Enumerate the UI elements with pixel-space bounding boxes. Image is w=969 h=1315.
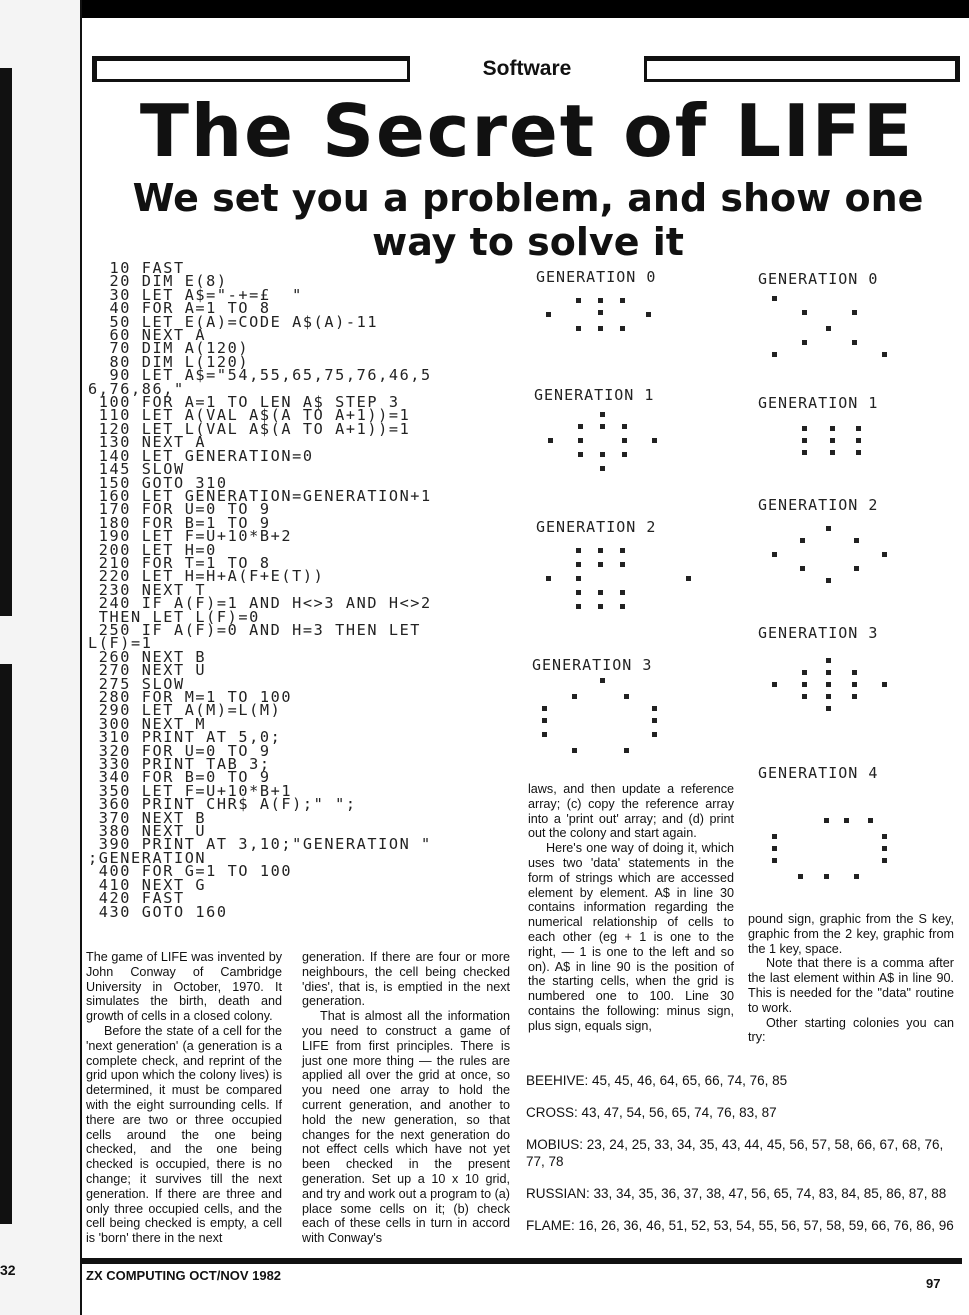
- live-cell: [598, 562, 603, 567]
- listing-line: 6,76,86,": [88, 379, 185, 398]
- live-cell: [576, 562, 581, 567]
- section-rule-right-inner: [646, 60, 956, 80]
- live-cell: [868, 818, 873, 823]
- listing-line: 370 NEXT B: [88, 808, 207, 827]
- live-cell: [598, 604, 603, 609]
- listing-line: 330 PRINT TAB 3;: [88, 755, 271, 774]
- live-cell: [600, 412, 605, 417]
- listing-line: 30 LET A$="-+=£ ": [88, 285, 303, 304]
- section-label: Software: [482, 57, 572, 80]
- listing-line: 60 NEXT A: [88, 326, 207, 345]
- live-cell: [542, 732, 547, 737]
- listing-line: 70 DIM A(120): [88, 339, 250, 358]
- live-cell: [852, 682, 857, 687]
- footer-magazine: ZX COMPUTING OCT/NOV 1982: [86, 1268, 282, 1283]
- live-cell: [826, 706, 831, 711]
- live-cell: [800, 538, 805, 543]
- generation-label-a-2: GENERATION 2: [536, 518, 657, 536]
- live-cell: [854, 538, 859, 543]
- program-listing: [88, 259, 520, 921]
- listing-line: 140 LET GENERATION=0: [88, 446, 314, 465]
- live-cell: [576, 590, 581, 595]
- article-subtitle: We set you a problem, and show one way to solve it: [132, 176, 924, 264]
- live-cell: [652, 732, 657, 737]
- live-cell: [572, 694, 577, 699]
- paragraph: laws, and then update a reference array; (c) copy the reference array into a 'print out' array; and (d) print out the colony and start again.: [528, 782, 734, 841]
- listing-line: 200 LET H=0: [88, 540, 217, 559]
- listing-line: 170 FOR U=0 TO 9: [88, 500, 271, 519]
- listing-line: 260 NEXT B: [88, 647, 207, 666]
- live-cell: [624, 694, 629, 699]
- page-top-edge: [0, 0, 969, 18]
- live-cell: [826, 578, 831, 583]
- live-cell: [548, 438, 553, 443]
- listing-line: 280 FOR M=1 TO 100: [88, 688, 293, 706]
- live-cell: [578, 452, 583, 457]
- listing-line: 250 IF A(F)=0 AND H=3 THEN LET: [88, 620, 422, 639]
- live-cell: [572, 748, 577, 753]
- live-cell: [578, 438, 583, 443]
- live-cell: [882, 834, 887, 839]
- listing-line: 145 SLOW: [88, 460, 185, 479]
- live-cell: [882, 552, 887, 557]
- paragraph: pound sign, graphic from the S key, graphic from the 2 key, graphic from the 1 key, space.: [748, 912, 954, 956]
- paragraph: Other starting colonies you can try:: [748, 1015, 954, 1045]
- live-cell: [578, 424, 583, 429]
- generation-label-b-1: GENERATION 1: [758, 394, 879, 412]
- live-cell: [826, 694, 831, 699]
- generation-label-b-2: GENERATION 2: [758, 496, 879, 514]
- live-cell: [852, 670, 857, 675]
- listing-line: 360 PRINT CHR$ A(F);" ";: [88, 795, 357, 814]
- live-cell: [646, 312, 651, 317]
- section-rule-left-inner: [96, 60, 408, 80]
- listing-line: 110 LET A(VAL A$(A TO A+1))=1: [88, 406, 411, 425]
- live-cell: [772, 682, 777, 687]
- live-cell: [826, 658, 831, 663]
- live-cell: [600, 452, 605, 457]
- colony-entry: CROSS: 43, 47, 54, 56, 65, 74, 76, 83, 87: [526, 1105, 777, 1120]
- listing-line: 400 FOR G=1 TO 100: [88, 862, 293, 881]
- listing-line: 420 FAST: [88, 889, 185, 908]
- live-cell: [598, 310, 603, 315]
- live-cell: [882, 682, 887, 687]
- paragraph: generation. If there are four or more neighbours, the cell being checked 'dies', that is, is emptied in the next generation.: [302, 950, 510, 1009]
- colony-entry: BEEHIVE: 45, 45, 46, 64, 65, 66, 74, 76, 85: [526, 1073, 788, 1088]
- live-cell: [854, 874, 859, 879]
- live-cell: [826, 326, 831, 331]
- live-cell: [824, 818, 829, 823]
- listing-line: 190 LET F=U+10*B+2: [88, 527, 293, 546]
- live-cell: [598, 548, 603, 553]
- live-cell: [882, 858, 887, 863]
- listing-line: 10 FAST: [88, 259, 185, 277]
- listing-line: 410 NEXT G: [88, 875, 207, 894]
- live-cell: [576, 298, 581, 303]
- margin-bar-upper: [0, 68, 12, 616]
- live-cell: [826, 526, 831, 531]
- listing-line: 100 FOR A=1 TO LEN A$ STEP 3: [88, 393, 400, 412]
- live-cell: [882, 846, 887, 851]
- footer-page-number: 97: [926, 1276, 941, 1291]
- live-cell: [802, 426, 807, 431]
- live-cell: [826, 682, 831, 687]
- live-cell: [600, 424, 605, 429]
- listing-line: ;GENERATION: [88, 848, 207, 867]
- listing-line: THEN LET L(F)=0: [88, 607, 260, 626]
- generation-label-a-1: GENERATION 1: [534, 386, 655, 404]
- body-column-1: [86, 950, 282, 1246]
- live-cell: [802, 340, 807, 345]
- live-cell: [652, 706, 657, 711]
- live-cell: [546, 576, 551, 581]
- live-cell: [802, 682, 807, 687]
- generation-label-a-0: GENERATION 0: [536, 268, 657, 286]
- paragraph: Here's one way of doing it, which uses two 'data' statements in the form of strings which are accessed element by element. A$ in line 30 contains information regarding the numerical relationship of cells to each other (eg + 1 is one to the right, — 1 is one to the left and so on). A$ in line 90 is the position of the starting cells, when the grid is numbered one to 100. Line 30 contains the following: minus sign, plus sign, equals sign,: [528, 841, 734, 1033]
- live-cell: [772, 352, 777, 357]
- live-cell: [620, 562, 625, 567]
- live-cell: [620, 326, 625, 331]
- listing-line: 310 PRINT AT 5,0;: [88, 728, 282, 747]
- live-cell: [802, 438, 807, 443]
- listing-line: 150 GOTO 310: [88, 473, 228, 492]
- generation-label-b-3: GENERATION 3: [758, 624, 879, 642]
- live-cell: [576, 576, 581, 581]
- margin-bar-lower: [0, 664, 12, 1224]
- live-cell: [800, 566, 805, 571]
- live-cell: [798, 874, 803, 879]
- generation-label-a-3: GENERATION 3: [532, 656, 653, 674]
- live-cell: [826, 670, 831, 675]
- colonies-list: [526, 1072, 956, 1249]
- live-cell: [600, 678, 605, 683]
- paragraph: Before the state of a cell for the 'next generation' (a generation is a complete check, and reprint of the grid upon which the colony lives) is determined, it must be compared with the eight surrounding cells. If there are two or three occupied cells around the one being checked, and the one being checked is occupied, there is no change; it survives till the next generation. If there are three and only three occupied cells, and the cell being checked is empty, a cell is 'born' there in the next: [86, 1023, 282, 1246]
- live-cell: [598, 590, 603, 595]
- live-cell: [854, 566, 859, 571]
- live-cell: [882, 352, 887, 357]
- live-cell: [852, 694, 857, 699]
- live-cell: [772, 858, 777, 863]
- generation-label-b-0: GENERATION 0: [758, 270, 879, 288]
- live-cell: [856, 438, 861, 443]
- previous-page-number: 32: [0, 1262, 16, 1278]
- listing-line: 160 LET GENERATION=GENERATION+1: [88, 486, 432, 505]
- listing-line: 380 NEXT U: [88, 822, 207, 841]
- listing-line: 220 LET H=H+A(F+E(T)): [88, 567, 325, 586]
- live-cell: [546, 312, 551, 317]
- listing-line: 90 LET A$="54,55,65,75,76,46,5: [88, 366, 432, 385]
- listing-line: 320 FOR U=0 TO 9: [88, 741, 271, 760]
- live-cell: [598, 326, 603, 331]
- live-cell: [802, 450, 807, 455]
- live-cell: [576, 604, 581, 609]
- live-cell: [772, 834, 777, 839]
- footer-rule: [82, 1258, 962, 1264]
- listing-line: 130 NEXT A: [88, 433, 207, 452]
- live-cell: [830, 426, 835, 431]
- colony-entry: MOBIUS: 23, 24, 25, 33, 34, 35, 43, 44, 45, 56, 57, 58, 66, 67, 68, 76, 77, 78: [526, 1137, 944, 1169]
- live-cell: [824, 874, 829, 879]
- live-cell: [856, 450, 861, 455]
- live-cell: [622, 438, 627, 443]
- listing-line: 290 LET A(M)=L(M): [88, 701, 282, 720]
- paragraph: The game of LIFE was invented by John Conway of Cambridge University in October, 1970. It simulates the birth, death and growth of cells in a closed colony.: [86, 950, 282, 1024]
- live-cell: [852, 310, 857, 315]
- listing-line: 275 SLOW: [88, 674, 185, 693]
- paragraph: Note that there is a comma after the last element within A$ in line 90. This is needed for the "data" routine to work.: [748, 956, 954, 1015]
- listing-line: 270 NEXT U: [88, 661, 207, 680]
- live-cell: [802, 694, 807, 699]
- listing-line: 300 NEXT M: [88, 714, 207, 733]
- body-column-2: [302, 950, 510, 1246]
- live-cell: [598, 298, 603, 303]
- listing-line: 40 FOR A=1 TO 8: [88, 299, 271, 318]
- live-cell: [844, 818, 849, 823]
- live-cell: [542, 706, 547, 711]
- generation-label-b-4: GENERATION 4: [758, 764, 879, 782]
- colony-entry: FLAME: 16, 26, 36, 46, 51, 52, 53, 54, 55, 56, 57, 58, 59, 66, 76, 86, 96: [526, 1218, 954, 1233]
- listing-line: 50 LET E(A)=CODE A$(A)-11: [88, 312, 379, 331]
- live-cell: [620, 590, 625, 595]
- live-cell: [600, 466, 605, 471]
- listing-line: 20 DIM E(8): [88, 272, 228, 291]
- live-cell: [576, 326, 581, 331]
- live-cell: [802, 310, 807, 315]
- listing-line: 230 NEXT T: [88, 580, 207, 599]
- live-cell: [542, 718, 547, 723]
- live-cell: [624, 748, 629, 753]
- listing-line: 120 LET L(VAL A$(A TO A+1))=1: [88, 419, 411, 438]
- live-cell: [772, 846, 777, 851]
- live-cell: [686, 576, 691, 581]
- paragraph: That is almost all the information you need to construct a game of LIFE from first principles. There is just one more thing — the rules are applied all over the grid at once, so you need one array to hold the current generation, and another to hold the new generation, so that changes for the next generation do not effect cells which have not yet been checked in the present generation. Set up a 10 x 10 grid, and try and work out a program to (a) place some cells on it; (b) check each of these cells in turn in accord with Conway's: [302, 1009, 510, 1246]
- listing-line: 350 LET F=U+10*B+1: [88, 781, 293, 800]
- live-cell: [830, 450, 835, 455]
- previous-page-margin: [0, 0, 82, 1315]
- live-cell: [802, 670, 807, 675]
- live-cell: [620, 298, 625, 303]
- listing-line: 240 IF A(F)=1 AND H<>3 AND H<>2: [88, 594, 432, 613]
- live-cell: [652, 438, 657, 443]
- live-cell: [772, 296, 777, 301]
- live-cell: [852, 340, 857, 345]
- live-cell: [620, 604, 625, 609]
- listing-line: 340 FOR B=0 TO 9: [88, 768, 271, 787]
- live-cell: [856, 426, 861, 431]
- colony-entry: RUSSIAN: 33, 34, 35, 36, 37, 38, 47, 56, 65, 74, 83, 84, 85, 86, 87, 88: [526, 1186, 947, 1201]
- listing-line: L(F)=1: [88, 634, 153, 653]
- listing-line: 180 FOR B=1 TO 9: [88, 513, 271, 532]
- body-column-4: [748, 912, 954, 1045]
- live-cell: [652, 718, 657, 723]
- listing-line: 80 DIM L(120): [88, 352, 250, 371]
- listing-line: 390 PRINT AT 3,10;"GENERATION ": [88, 835, 432, 854]
- live-cell: [772, 552, 777, 557]
- section-header: [92, 56, 960, 82]
- live-cell: [830, 438, 835, 443]
- listing-line: 430 GOTO 160: [88, 902, 228, 921]
- listing-line: 210 FOR T=1 TO 8: [88, 553, 271, 572]
- live-cell: [622, 452, 627, 457]
- live-cell: [620, 548, 625, 553]
- body-column-3: [528, 782, 734, 1034]
- article-title: The Secret of LIFE: [139, 89, 915, 173]
- live-cell: [622, 424, 627, 429]
- live-cell: [576, 548, 581, 553]
